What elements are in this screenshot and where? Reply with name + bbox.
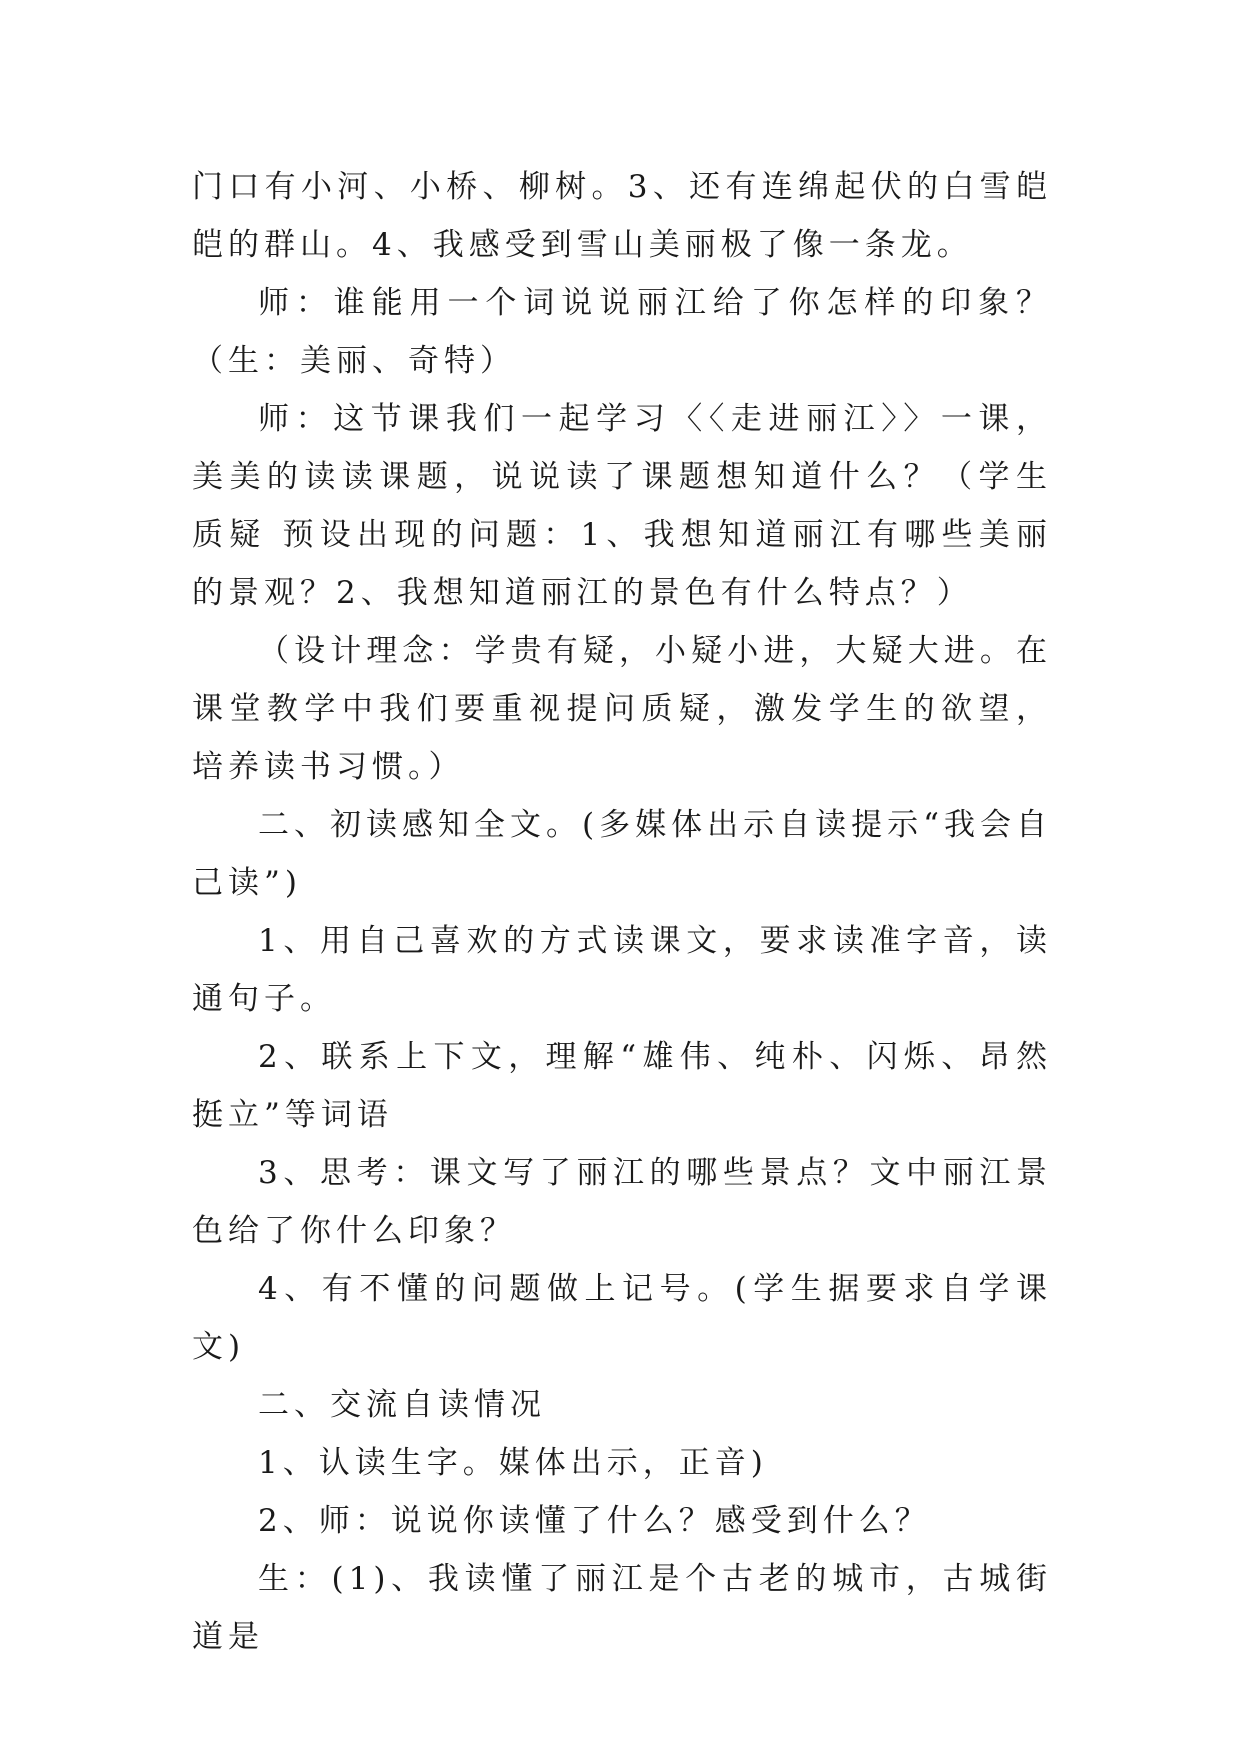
document-body: [192, 158, 1052, 1666]
paragraph-teacher-question-impression: 师：谁能用一个词说说丽江给了你怎样的印象？（生：美丽、奇特）: [192, 285, 1052, 379]
paragraph-design-concept: （设计理念：学贵有疑，小疑小进，大疑大进。在课堂教学中我们要重视提问质疑，激发学生的欲望，培养读书习惯。）: [192, 633, 1052, 785]
paragraph-continuation: 门口有小河、小桥、柳树。3、还有连绵起伏的白雪皑皑的群山。4、我感受到雪山美丽极了像一条龙。: [192, 169, 1052, 263]
paragraph-teacher-lesson-intro: 师：这节课我们一起学习〈〈走进丽江〉〉一课，美美的读读课题，说说读了课题想知道什么？（学生质疑 预设出现的问题：1、我想知道丽江有哪些美丽的景观？2、我想知道丽江的景色有什么特点？）: [192, 401, 1052, 611]
paragraph-student-answer: 生：(1)、我读懂了丽江是个古老的城市，古城街道是: [192, 1561, 1052, 1655]
list-item-read-characters: 1、认读生字。媒体出示，正音): [258, 1445, 768, 1481]
list-item-4: 4、有不懂的问题做上记号。(学生据要求自学课文): [192, 1271, 1052, 1365]
list-item-teacher-question: 2、师：说说你读懂了什么？感受到什么？: [258, 1503, 931, 1539]
section-heading-first-reading: 二、初读感知全文。(多媒体出示自读提示“我会自己读”): [192, 807, 1052, 901]
list-item-1: 1、用自己喜欢的方式读课文，要求读准字音，读通句子。: [192, 923, 1052, 1017]
list-item-2: 2、联系上下文，理解“雄伟、纯朴、闪烁、昂然挺立”等词语: [192, 1039, 1052, 1133]
section-heading-exchange: 二、交流自读情况: [258, 1387, 546, 1423]
list-item-3: 3、思考：课文写了丽江的哪些景点？文中丽江景色给了你什么印象？: [192, 1155, 1052, 1249]
